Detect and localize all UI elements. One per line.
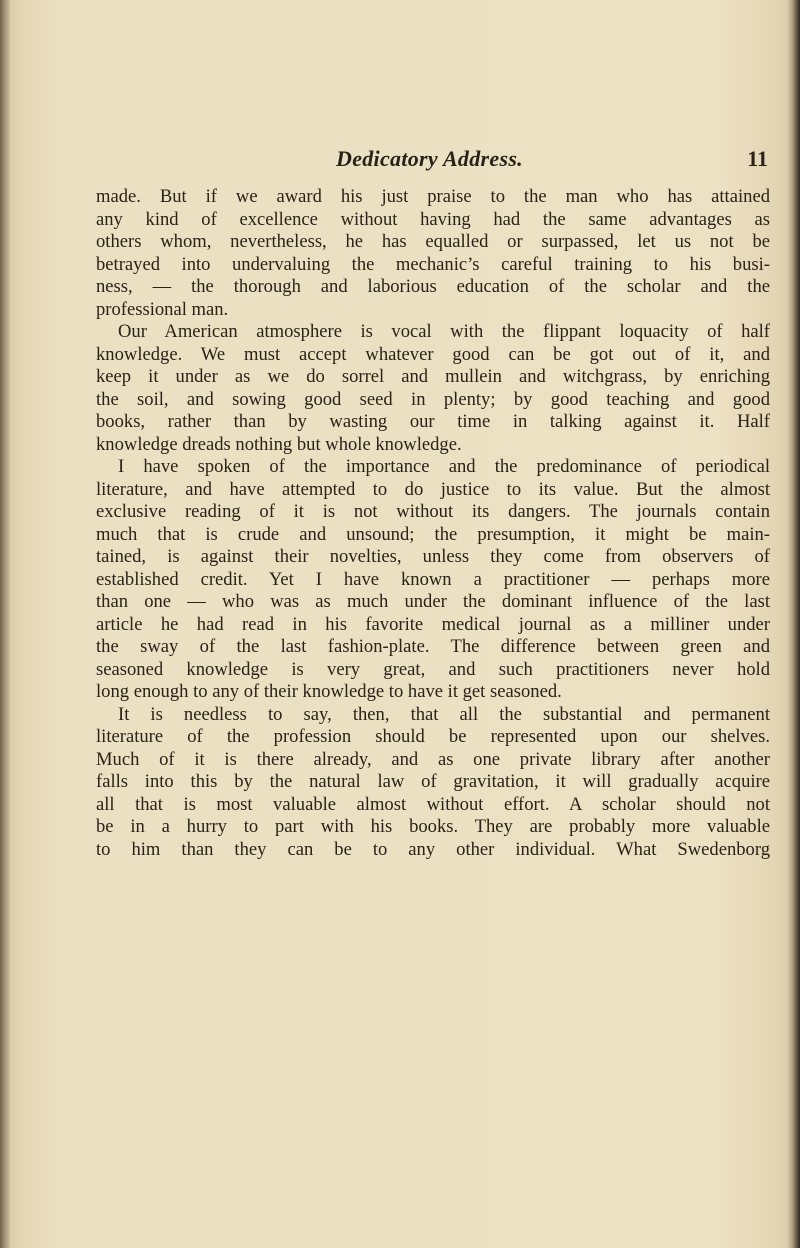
text-line: all that is most valuable almost without effort. A scholar should not — [96, 793, 770, 815]
text-line: keep it under as we do sorrel and mullein and witchgrass, by enriching — [96, 366, 770, 387]
text-line: article he had read in his favorite medical journal as a milliner under — [96, 613, 770, 635]
text-line: others whom, nevertheless, he has equalled or surpassed, let us not be — [96, 231, 770, 252]
text-line: Much of it is there already, and as one private library after another — [96, 748, 770, 770]
text-line: established credit. Yet I have known a practitioner — perhaps more — [96, 568, 770, 590]
text-line: long enough to any of their knowledge to have it get seasoned. — [96, 681, 562, 702]
body-text — [96, 186, 770, 861]
page-header — [96, 146, 770, 176]
text-line: It is needless to say, then, that all the substantial and permanent — [118, 703, 770, 725]
text-line: be in a hurry to part with his books. They are probably more valuable — [96, 816, 770, 837]
page-outer-edge — [786, 0, 800, 1248]
text-line: I have spoken of the importance and the predominance of periodical — [118, 456, 770, 477]
page-number: 11 — [747, 146, 768, 171]
text-line: than one — who was as much under the dominant influence of the last — [96, 591, 770, 612]
text-line: any kind of excellence without having had the same advantages as — [96, 208, 770, 230]
text-line: made. But if we award his just praise to the man who has attained — [96, 186, 770, 207]
text-line: seasoned knowledge is very great, and such practitioners never hold — [96, 658, 770, 680]
text-line: literature, and have attempted to do justice to its value. But the almost — [96, 478, 770, 500]
text-line: professional man. — [96, 298, 229, 320]
text-line: tained, is against their novelties, unless they come from observers of — [96, 546, 770, 567]
text-line: to him than they can be to any other individual. What Swedenborg — [96, 838, 770, 860]
text-line: much that is crude and unsound; the presumption, it might be main- — [96, 523, 770, 545]
text-line: the sway of the last fashion-plate. The difference between green and — [96, 636, 770, 657]
running-title: Dedicatory Address. — [336, 146, 523, 171]
text-line: falls into this by the natural law of gravitation, it will gradually acquire — [96, 771, 770, 792]
text-line: ness, — the thorough and laborious education of the scholar and the — [96, 276, 770, 297]
text-line: Our American atmosphere is vocal with the flippant loquacity of half — [118, 321, 770, 342]
text-line: literature of the profession should be represented upon our shelves. — [96, 726, 770, 747]
text-line: knowledge. We must accept whatever good can be got out of it, and — [96, 343, 770, 365]
text-line: knowledge dreads nothing but whole knowledge. — [96, 433, 462, 455]
text-line: the soil, and sowing good seed in plenty; by good teaching and good — [96, 388, 770, 410]
page-binding-edge — [0, 0, 10, 1248]
text-line: betrayed into undervaluing the mechanic’s careful training to his busi- — [96, 253, 770, 275]
text-line: exclusive reading of it is not without its dangers. The journals contain — [96, 501, 770, 522]
text-line: books, rather than by wasting our time in talking against it. Half — [96, 411, 770, 432]
